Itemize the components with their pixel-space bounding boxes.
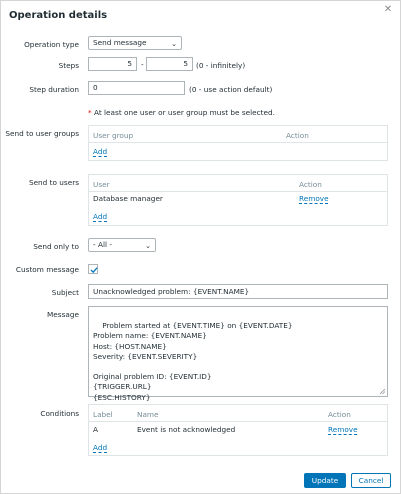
step-duration-input[interactable]: 0 (88, 81, 185, 95)
message-text: Problem started at {EVENT.TIME} on {EVENT.DATE} Problem name: {EVENT.NAME} Host: {HOST.NAME} Severity: {EVENT.SEVERITY} Original problem ID: {EVENT.ID} {TRIGGER.URL} {ESC.HISTORY} (93, 321, 293, 402)
dialog-title: Operation details (9, 10, 108, 21)
step-duration-label: Step duration (29, 85, 79, 94)
condition-row-label: A (93, 425, 98, 434)
add-user-group-link[interactable]: Add (93, 147, 108, 156)
condition-action-header: Action (328, 410, 351, 419)
steps-separator: - (141, 60, 144, 69)
users-table (88, 174, 388, 226)
chevron-down-icon: ⌄ (145, 242, 151, 250)
step-duration-hint: (0 - use action default) (189, 85, 273, 94)
message-textarea[interactable] (88, 306, 388, 402)
close-icon[interactable]: ✕ (383, 4, 393, 15)
user-groups-table (88, 125, 388, 161)
subject-input[interactable]: Unacknowledged problem: {EVENT.NAME} (88, 284, 388, 299)
condition-label-header: Label (93, 410, 113, 419)
send-only-to-value: - All - (93, 240, 112, 249)
cancel-button[interactable]: Cancel (351, 473, 391, 488)
user-group-action-header: Action (286, 131, 309, 140)
remove-user-link[interactable]: Remove (299, 194, 329, 203)
add-condition-link[interactable]: Add (93, 443, 108, 452)
conditions-label: Conditions (40, 409, 79, 418)
warning-text: At least one user or user group must be selected. (93, 108, 275, 117)
conditions-table (88, 404, 388, 456)
steps-hint: (0 - infinitely) (196, 61, 246, 70)
send-only-to-label: Send only to (33, 242, 79, 251)
remove-condition-link[interactable]: Remove (328, 425, 358, 434)
user-column-header: User (93, 180, 110, 189)
operation-type-value: Send message (93, 38, 147, 47)
custom-message-label: Custom message (15, 265, 79, 274)
message-label: Message (47, 310, 79, 319)
operation-type-select[interactable] (88, 36, 182, 50)
send-only-to-select[interactable] (88, 238, 156, 252)
users-label: Send to users (28, 178, 79, 187)
user-row-name: Database manager (93, 194, 163, 203)
user-action-header: Action (299, 180, 322, 189)
resize-grip-icon[interactable] (379, 388, 386, 395)
operation-type-label: Operation type (24, 40, 79, 49)
chevron-down-icon: ⌄ (171, 40, 177, 48)
custom-message-checkbox[interactable] (88, 264, 98, 274)
required-asterisk: * (88, 108, 92, 117)
update-button[interactable]: Update (304, 473, 346, 488)
subject-label: Subject (51, 288, 79, 297)
add-user-link[interactable]: Add (93, 212, 108, 221)
condition-name-header: Name (137, 410, 159, 419)
user-groups-label: Send to user groups (5, 129, 79, 138)
condition-row-name: Event is not acknowledged (137, 425, 236, 434)
user-group-column-header: User group (93, 131, 134, 140)
steps-to-input[interactable]: 5 (146, 57, 193, 71)
checkmark-icon (89, 265, 99, 275)
steps-from-input[interactable]: 5 (88, 57, 137, 71)
warning-message (88, 108, 275, 117)
steps-label: Steps (58, 61, 79, 70)
